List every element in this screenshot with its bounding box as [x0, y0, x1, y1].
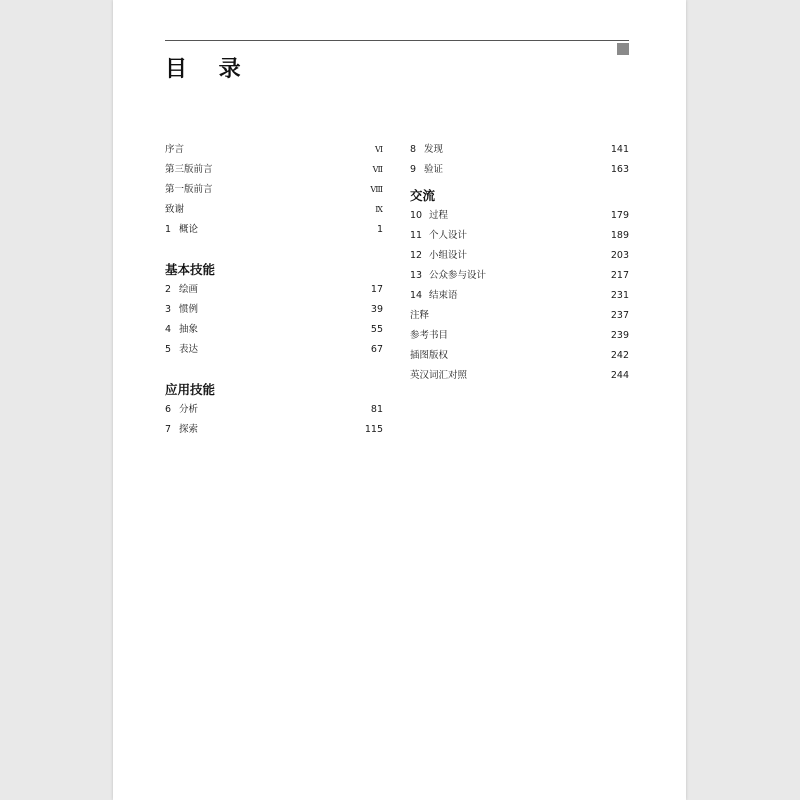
- corner-marker: [617, 43, 629, 55]
- toc-entry-label: 注释: [410, 310, 430, 321]
- chapter-title: 惯例: [179, 304, 199, 315]
- chapter-page: 203: [610, 250, 629, 261]
- toc-entry-page: Ⅵ: [374, 145, 383, 154]
- toc-chapter[interactable]: [410, 266, 629, 286]
- chapter-title: 探索: [179, 424, 199, 435]
- page-title: 目 录: [165, 57, 253, 82]
- chapter-number: 8: [410, 144, 417, 155]
- toc-chapter[interactable]: [165, 220, 383, 240]
- header-rule: [165, 40, 629, 41]
- chapter-title: 抽象: [179, 324, 199, 335]
- toc-entry[interactable]: [165, 160, 383, 180]
- chapter-number: 7: [165, 424, 172, 435]
- toc-entry-label: 参考书目: [410, 330, 449, 341]
- toc-chapter[interactable]: [165, 300, 383, 320]
- chapter-title: 验证: [424, 164, 444, 175]
- chapter-page: 39: [370, 304, 383, 315]
- toc-chapter[interactable]: [410, 206, 629, 226]
- toc-entry-label: 第一版前言: [165, 184, 213, 195]
- toc-entry[interactable]: [410, 346, 629, 366]
- chapter-title: 小组设计: [429, 250, 468, 261]
- toc-entry-page: 237: [610, 310, 629, 321]
- chapter-page: 231: [610, 290, 629, 301]
- toc-entry-label: 致谢: [165, 204, 185, 215]
- chapter-title: 绘画: [179, 284, 199, 295]
- chapter-title: 结束语: [429, 290, 458, 301]
- chapter-title: 公众参与设计: [429, 270, 487, 281]
- toc-chapter[interactable]: [165, 340, 383, 360]
- section-heading: 交流: [410, 188, 436, 203]
- chapter-number: 3: [165, 304, 172, 315]
- toc-entry[interactable]: [410, 306, 629, 326]
- toc-entry-label: 序言: [165, 144, 185, 155]
- chapter-page: 81: [370, 404, 383, 415]
- chapter-title: 个人设计: [429, 230, 468, 241]
- chapter-page: 17: [370, 284, 383, 295]
- toc-entry-label: 英汉词汇对照: [410, 370, 468, 381]
- chapter-number: 5: [165, 344, 172, 355]
- chapter-title: 表达: [179, 344, 199, 355]
- chapter-number: 1: [165, 224, 172, 235]
- section-heading: 基本技能: [165, 262, 216, 277]
- chapter-page: 1: [376, 224, 383, 235]
- toc-right-column: [410, 140, 629, 386]
- chapter-number: 13: [410, 270, 423, 281]
- toc-chapter[interactable]: [410, 140, 629, 160]
- chapter-page: 179: [610, 210, 629, 221]
- chapter-page: 163: [610, 164, 629, 175]
- chapter-page: 115: [364, 424, 383, 435]
- toc-chapter[interactable]: [165, 400, 383, 420]
- toc-entry[interactable]: [165, 180, 383, 200]
- toc-chapter[interactable]: [410, 160, 629, 180]
- chapter-page: 217: [610, 270, 629, 281]
- chapter-page: 141: [610, 144, 629, 155]
- chapter-page: 189: [610, 230, 629, 241]
- chapter-number: 2: [165, 284, 172, 295]
- chapter-title: 发现: [424, 144, 444, 155]
- chapter-title: 概论: [179, 224, 199, 235]
- toc-entry-page: 242: [610, 350, 629, 361]
- chapter-number: 9: [410, 164, 417, 175]
- section-heading: 应用技能: [165, 382, 216, 397]
- chapter-title: 分析: [179, 404, 199, 415]
- toc-left-column: [165, 140, 383, 440]
- chapter-title: 过程: [429, 210, 449, 221]
- chapter-number: 6: [165, 404, 172, 415]
- toc-entry[interactable]: [165, 200, 383, 220]
- toc-entry-page: Ⅷ: [370, 185, 383, 194]
- toc-chapter[interactable]: [410, 226, 629, 246]
- toc-entry-page: 239: [610, 330, 629, 341]
- chapter-number: 4: [165, 324, 172, 335]
- toc-chapter[interactable]: [410, 246, 629, 266]
- toc-entry[interactable]: [410, 326, 629, 346]
- chapter-number: 14: [410, 290, 423, 301]
- toc-chapter[interactable]: [165, 320, 383, 340]
- toc-entry[interactable]: [410, 366, 629, 386]
- toc-entry-label: 第三版前言: [165, 164, 213, 175]
- book-page: [113, 0, 686, 800]
- chapter-number: 11: [410, 230, 423, 241]
- toc-entry-page: Ⅸ: [375, 205, 383, 214]
- chapter-page: 67: [370, 344, 383, 355]
- toc-chapter[interactable]: [165, 420, 383, 440]
- chapter-number: 12: [410, 250, 423, 261]
- chapter-page: 55: [370, 324, 383, 335]
- toc-entry-label: 插图版权: [410, 350, 449, 361]
- toc-chapter[interactable]: [410, 286, 629, 306]
- toc-chapter[interactable]: [165, 280, 383, 300]
- chapter-number: 10: [410, 210, 423, 221]
- toc-entry-page: Ⅶ: [372, 165, 383, 174]
- toc-entry[interactable]: [165, 140, 383, 160]
- toc-entry-page: 244: [610, 370, 629, 381]
